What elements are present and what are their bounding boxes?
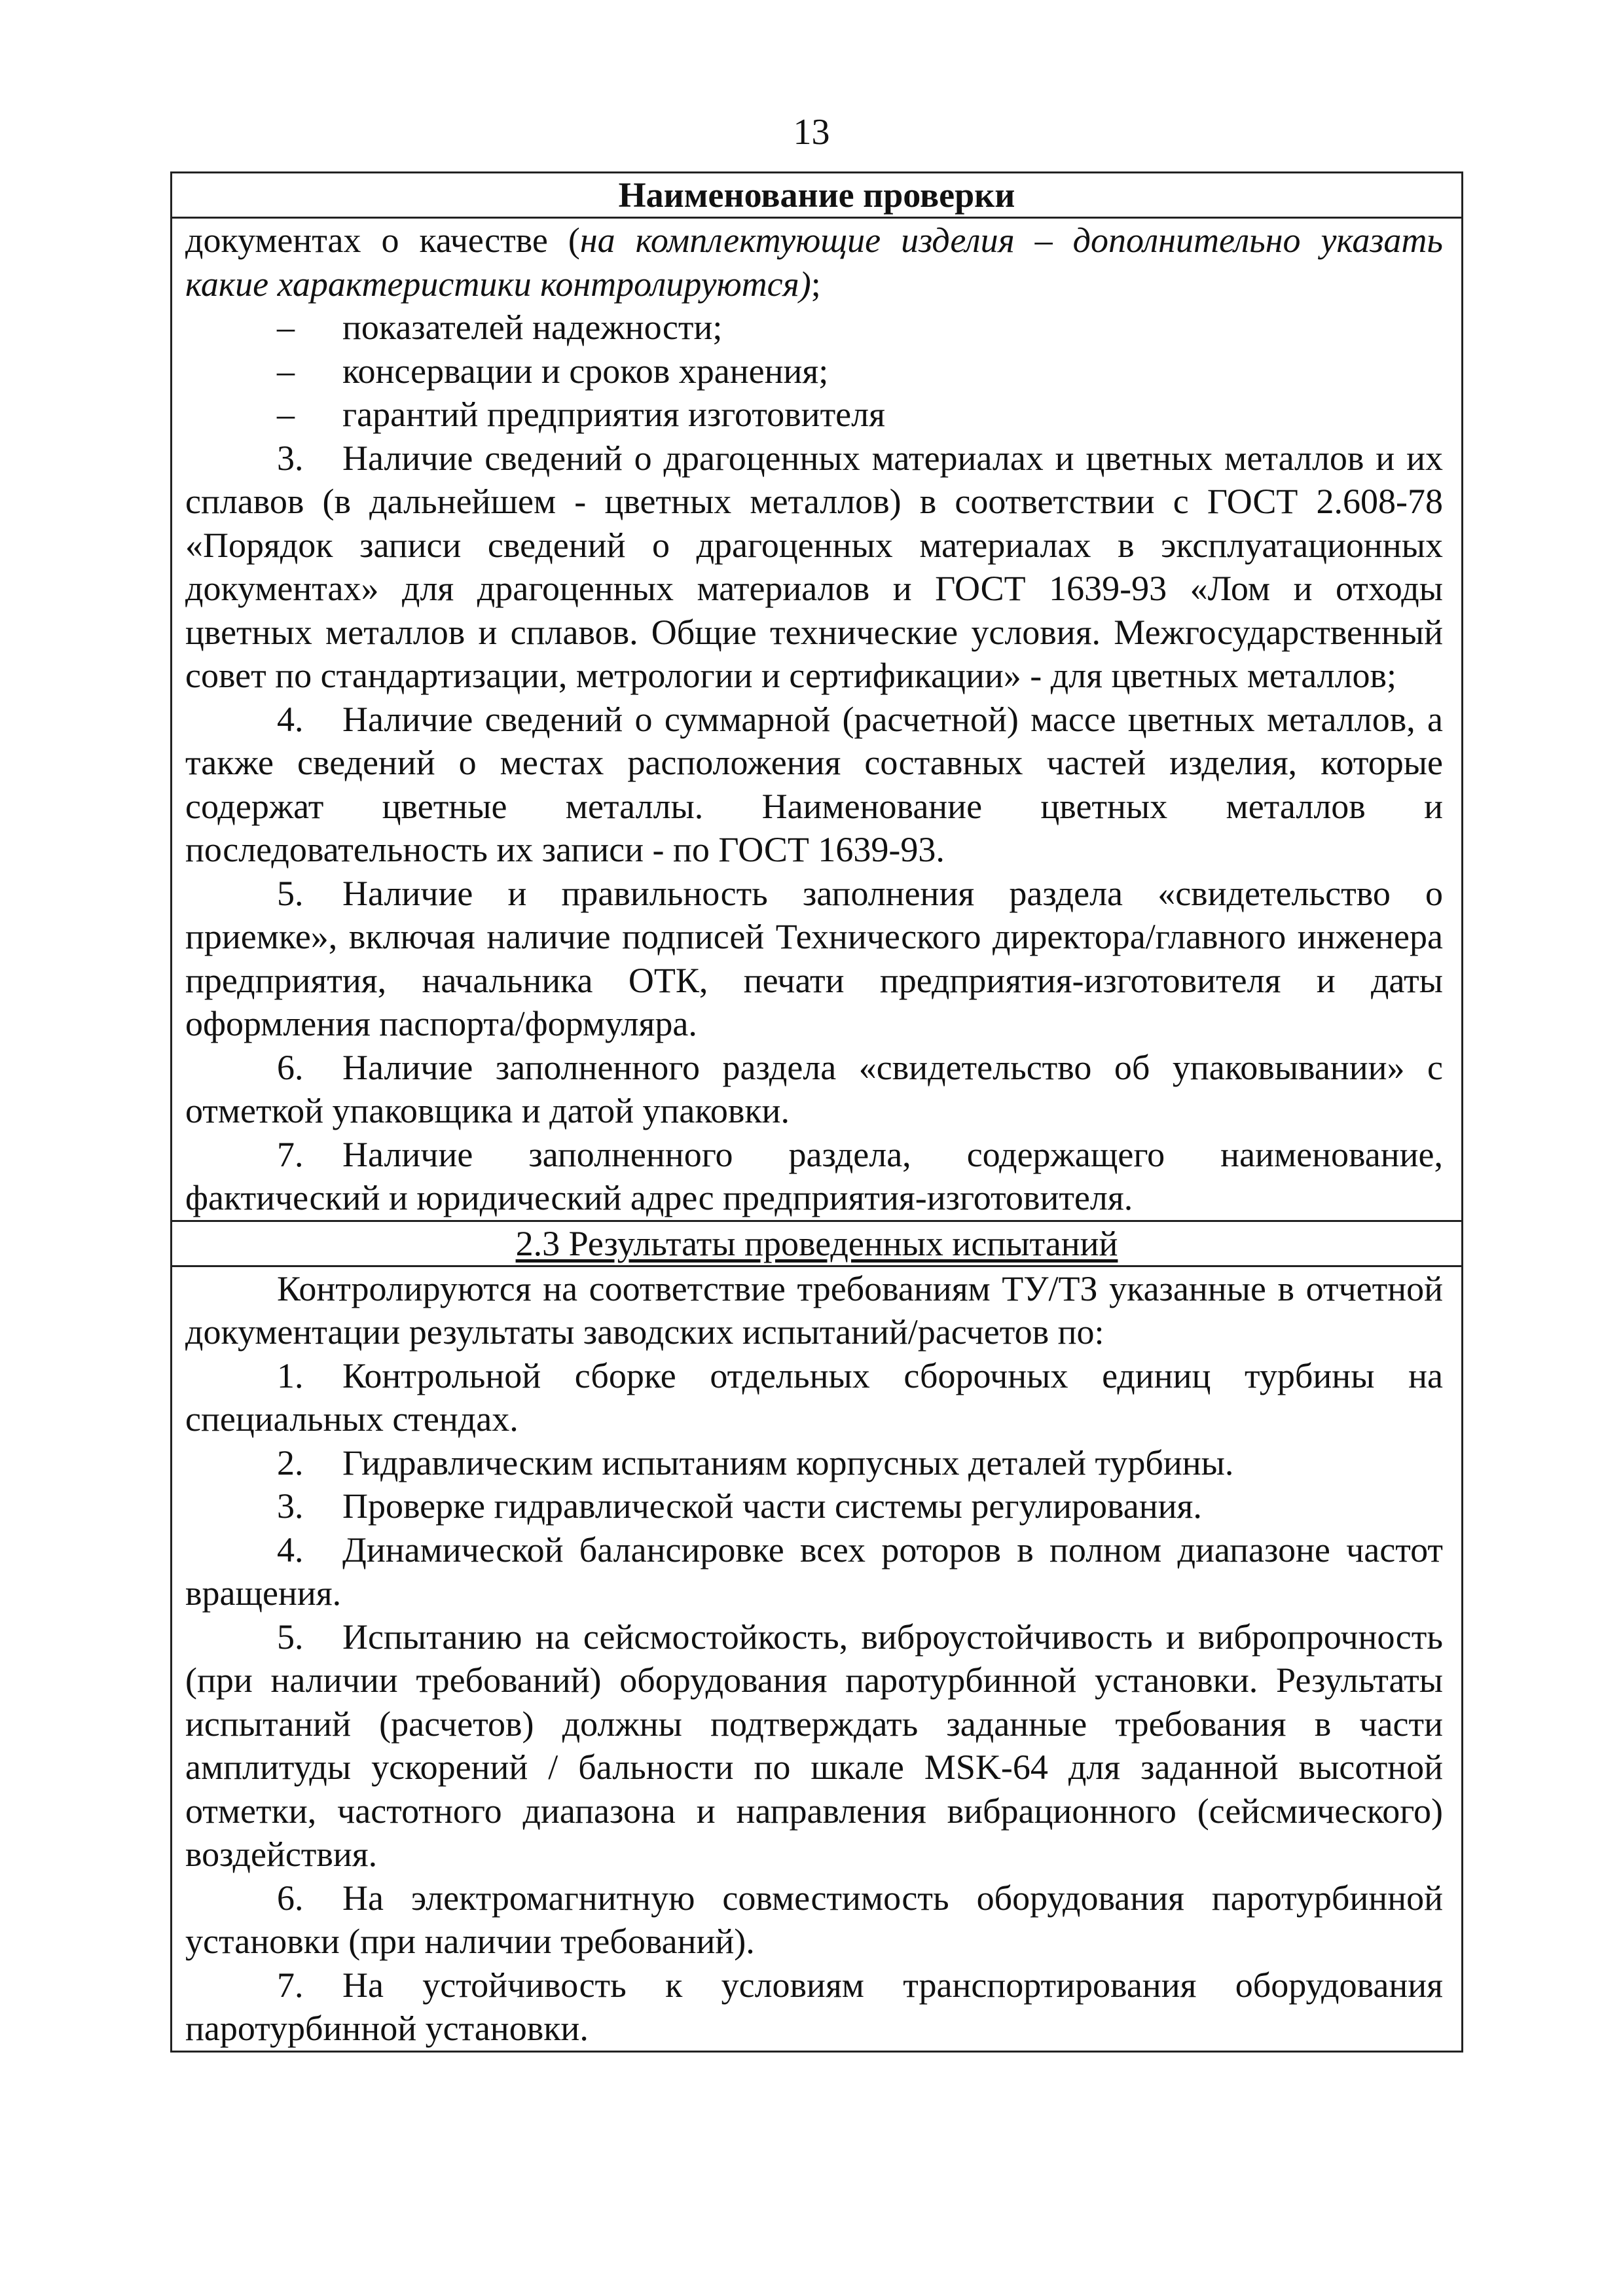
intro-italic: на комплектующие изделия – дополнительно указать какие характеристики контролируются) <box>185 221 1443 304</box>
dash-list-item <box>185 393 1443 437</box>
numbered-item <box>185 1133 1443 1220</box>
numbered-item <box>185 1484 1443 1528</box>
dash-mark: – <box>277 395 295 434</box>
numbered-item <box>185 872 1443 1046</box>
numbered-item <box>185 1876 1443 1964</box>
dash-mark: – <box>277 351 295 391</box>
item-text: Динамической балансировке всех роторов в полном диапазоне частот вращения. <box>185 1530 1443 1613</box>
numbered-item <box>185 1964 1443 2051</box>
item-number: 7. <box>277 1134 304 1174</box>
dash-mark: – <box>277 308 295 347</box>
item-text: Наличие заполненного раздела, содержащего наименование, фактический и юридический адрес предприятия-изготовителя. <box>185 1134 1443 1217</box>
dash-list-item <box>185 350 1443 393</box>
item-text: Наличие заполненного раздела «свидетельство об упаковывании» с отметкой упаковщика и датой упаковки. <box>185 1047 1443 1130</box>
item-text: Гидравлическим испытаниям корпусных деталей турбины. <box>342 1443 1234 1482</box>
inspection-cell <box>172 219 1461 1220</box>
item-text: Наличие сведений о суммарной (расчетной) массе цветных металлов, а также сведений о местах расположения составных частей изделия, которые содержат цветные металлы. Наименование цветных металлов и последовательность их записи - по ГОСТ 1639-93. <box>185 699 1443 869</box>
item-number: 2. <box>277 1443 304 1482</box>
results-cell <box>172 1267 1461 2051</box>
dash-item-text: гарантий предприятия изготовителя <box>342 395 885 434</box>
item-text: На устойчивость к условиям транспортирования оборудования паротурбинной установки. <box>185 1965 1443 2048</box>
intro-paragraph <box>185 219 1443 306</box>
numbered-item <box>185 437 1443 698</box>
table-header: Наименование проверки <box>172 173 1461 219</box>
numbered-item <box>185 1354 1443 1441</box>
item-text: Наличие сведений о драгоценных материалах и цветных металлов и их сплавов (в дальнейшем - цветных металлов) в соответствии с ГОСТ 2.608-78 «Порядок записи сведений о драгоценных материалах в эксплуатационных документах» для драгоценных материалов и ГОСТ 1639-93 «Лом и отходы цветных металлов и сплавов. Общие технические условия. Межгосударственный совет по стандартизации, метрологии и сертификации» - для цветных металлов; <box>185 438 1443 695</box>
item-number: 1. <box>277 1355 304 1395</box>
item-text: Проверке гидравлической части системы регулирования. <box>342 1486 1202 1526</box>
item-number: 3. <box>277 1486 304 1526</box>
item-number: 4. <box>277 1530 304 1570</box>
section-title: 2.3 Результаты проведенных испытаний <box>172 1220 1461 1267</box>
item-number: 7. <box>277 1965 304 2005</box>
numbered-item <box>185 1441 1443 1485</box>
numbered-item <box>185 1528 1443 1615</box>
item-text: Контрольной сборке отдельных сборочных единиц турбины на специальных стендах. <box>185 1355 1443 1439</box>
section-intro: Контролируются на соответствие требованиям ТУ/ТЗ указанные в отчетной документации результаты заводских испытаний/расчетов по: <box>185 1268 1443 1352</box>
item-number: 4. <box>277 699 304 739</box>
item-text: Наличие и правильность заполнения раздела «свидетельство о приемке», включая наличие подписей Технического директора/главного инженера предприятия, начальника ОТК, печати предприятия-изготовителя и даты оформления паспорта/формуляра. <box>185 873 1443 1043</box>
intro-end: ; <box>811 264 821 304</box>
dash-item-text: консервации и сроков хранения; <box>342 351 829 391</box>
dash-item-text: показателей надежности; <box>342 308 723 347</box>
item-number: 6. <box>277 1047 304 1087</box>
item-number: 6. <box>277 1878 304 1918</box>
numbered-item <box>185 1615 1443 1876</box>
numbered-item <box>185 698 1443 872</box>
inspection-table <box>170 171 1463 2053</box>
item-number: 5. <box>277 873 304 913</box>
item-number: 5. <box>277 1617 304 1657</box>
numbered-item <box>185 1046 1443 1133</box>
dash-list-item <box>185 306 1443 350</box>
item-text: Испытанию на сейсмостойкость, виброустойчивость и вибропрочность (при наличии требований) оборудования паротурбинной установки. Результаты испытаний (расчетов) должны подтверждать заданные требования в части амплитуды ускорений / бальности по шкале MSK-64 для заданной высотной отметки, частотного диапазона и направления вибрационного (сейсмического) воздействия. <box>185 1617 1443 1874</box>
intro-text: документах о качестве ( <box>185 221 580 260</box>
item-text: На электромагнитную совместимость оборудования паротурбинной установки (при наличии требований). <box>185 1878 1443 1961</box>
page-number: 13 <box>793 112 830 152</box>
item-number: 3. <box>277 438 304 478</box>
